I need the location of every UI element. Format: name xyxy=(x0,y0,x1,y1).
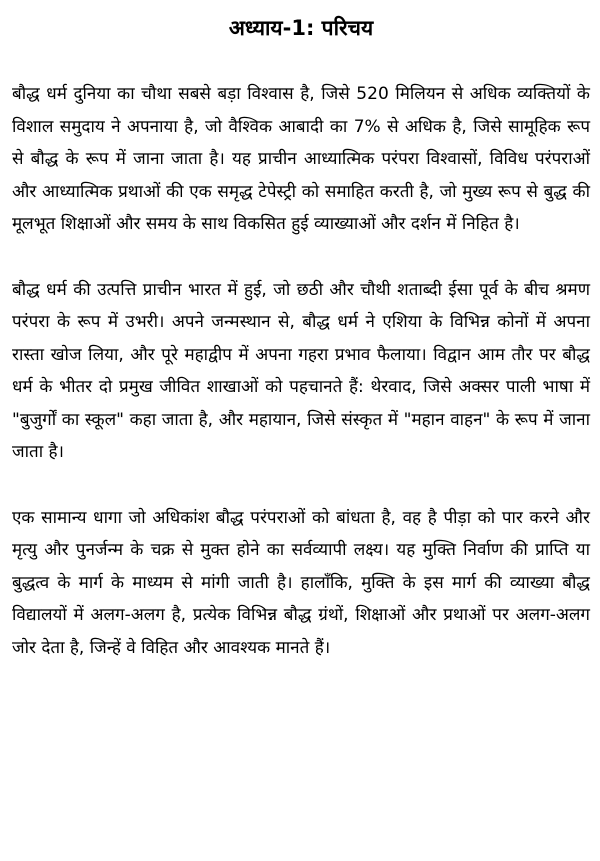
paragraph-liberation: एक सामान्य धागा जो अधिकांश बौद्ध परंपराओं को बांधता है, वह है पीड़ा को पार करने और मृत्यु और पुनर्जन्म के चक्र से मुक्त होने का सर्वव्यापी लक्ष्य। यह मुक्ति निर्वाण की प्राप्ति या बुद्धत्व के मार्ग के माध्यम से मांगी जाती है। हालाँकि, मुक्ति के इस मार्ग की व्याख्या बौद्ध विद्यालयों में अलग-अलग है, प्रत्येक विभिन्न बौद्ध ग्रंथों, शिक्षाओं और प्रथाओं पर अलग-अलग जोर देता है, जिन्हें वे विहित और आवश्यक मानते हैं। xyxy=(12,507,590,658)
document-body xyxy=(12,78,590,664)
chapter-title: अध्याय-1: परिचय xyxy=(228,16,374,40)
paragraph-intro: बौद्ध धर्म दुनिया का चौथा सबसे बड़ा विश्वास है, जिसे 520 मिलियन से अधिक व्यक्तियों के विशाल समुदाय ने अपनाया है, जो वैश्विक आबादी का 7% से अधिक है, जिसे सामूहिक रूप से बौद्ध के रूप में जाना जाता है। यह प्राचीन आध्यात्मिक परंपरा विश्वासों, विविध परंपराओं और आध्यात्मिक प्रथाओं की एक समृद्ध टेपेस्ट्री को समाहित करती है, जो मुख्य रूप से बुद्ध की मूलभूत शिक्षाओं और समय के साथ विकसित हुई व्याख्याओं और दर्शन में निहित है। xyxy=(12,84,590,234)
paragraph-origin: बौद्ध धर्म की उत्पत्ति प्राचीन भारत में हुई, जो छठी और चौथी शताब्दी ईसा पूर्व के बीच श्रमण परंपरा के रूप में उभरी। अपने जन्मस्थान से, बौद्ध धर्म ने एशिया के विभिन्न कोनों में अपना रास्ता खोज लिया, और पूरे महाद्वीप में अपना गहरा प्रभाव फैलाया। विद्वान आम तौर पर बौद्ध धर्म के भीतर दो प्रमुख जीवित शाखाओं को पहचानते हैं: थेरवाद, जिसे अक्सर पाली भाषा में "बुजुर्गों का स्कूल" कहा जाता है, और महायान, जिसे संस्कृत में "महान वाहन" के रूप में जाना जाता है। xyxy=(12,279,590,462)
